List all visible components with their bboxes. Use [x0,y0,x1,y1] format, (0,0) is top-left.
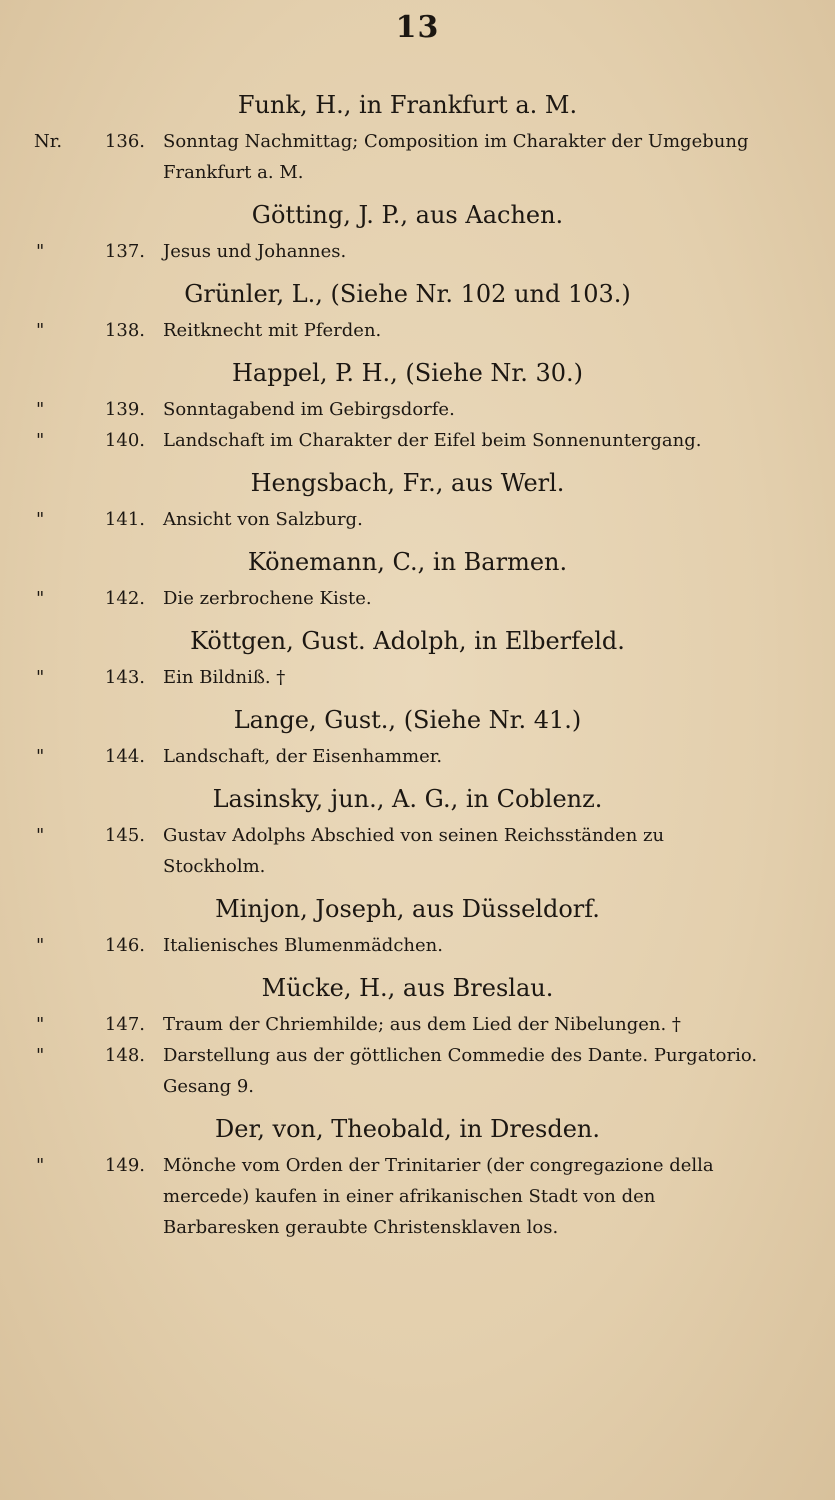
entry-title: Landschaft, der Eisenhammer. [163,746,443,767]
artist-heading: Funk, H., in Frankfurt a. M. [237,91,578,119]
entry-title: Sonntagabend im Gebirgsdorfe. [163,399,455,420]
entry-prefix: " [36,667,45,688]
artist-heading: Köttgen, Gust. Adolph, in Elberfeld. [190,627,625,655]
entry-prefix: " [36,241,45,262]
entry-title: Reitknecht mit Pferden. [163,320,382,341]
entry-title: Jesus und Johannes. [163,241,347,262]
entry-number: 140. [104,430,145,451]
entry-title: Sonntag Nachmittag; Composition im Charakter der Umgebung Frankfurt a. M. [163,131,749,183]
entry-prefix: " [36,825,45,846]
catalog-entry [0,504,835,535]
entry-number: 137. [104,241,145,262]
entry-title: Gustav Adolphs Abschied von seinen Reichsständen zu Stockholm. [163,825,665,877]
entry-title: Traum der Chriemhilde; aus dem Lied der Nibelungen. † [163,1014,681,1035]
catalog-entry [0,425,835,456]
catalog-entry [0,930,835,961]
artist-heading: Grünler, L., (Siehe Nr. 102 und 103.) [184,280,631,308]
artist-heading: Mücke, H., aus Breslau. [261,974,554,1002]
entry-number: 145. [104,825,145,846]
entry-prefix: " [36,1014,45,1035]
entry-title: Die zerbrochene Kiste. [163,588,372,609]
artist-heading: Lange, Gust., (Siehe Nr. 41.) [233,706,582,734]
catalog-entry [0,315,835,346]
artist-heading: Minjon, Joseph, aus Düsseldorf. [215,895,600,923]
entry-title: Ansicht von Salzburg. [163,509,363,530]
catalog-entry [0,741,835,772]
entry-number: 136. [104,131,145,152]
artist-heading: Hengsbach, Fr., aus Werl. [250,469,565,497]
artist-heading: Könemann, C., in Barmen. [247,548,568,576]
entry-prefix: " [36,509,45,530]
entry-number: 148. [104,1045,145,1066]
entry-number: 141. [104,509,145,530]
entry-number: 147. [104,1014,145,1035]
entry-title: Landschaft im Charakter der Eifel beim Sonnenuntergang. [163,430,702,451]
catalog-entry [0,1009,835,1040]
catalog-entry [0,236,835,267]
entry-prefix: " [36,399,45,420]
entry-prefix: " [36,588,45,609]
catalog-entry [0,820,835,882]
entry-prefix: " [36,1155,45,1176]
catalog-content [0,80,835,1243]
entry-number: 142. [104,588,145,609]
entry-number: 144. [104,746,145,767]
artist-heading: Happel, P. H., (Siehe Nr. 30.) [231,359,584,387]
page-number: 13 [395,10,440,45]
entry-prefix: " [36,320,45,341]
catalog-entry [0,583,835,614]
entry-title: Mönche vom Orden der Trinitarier (der congregazione della mercede) kaufen in einer afrikanischen Stadt von den Barbaresken geraubte Christensklaven los. [163,1155,714,1238]
entry-title: Darstellung aus der göttlichen Commedie des Dante. Purgatorio. Gesang 9. [163,1045,758,1097]
entry-number: 138. [104,320,145,341]
entry-number: 149. [104,1155,145,1176]
catalog-entry [0,662,835,693]
entry-prefix: " [36,430,45,451]
catalog-entry [0,394,835,425]
entry-number: 143. [104,667,145,688]
artist-heading: Götting, J. P., aus Aachen. [251,201,564,229]
artist-heading: Lasinsky, jun., A. G., in Coblenz. [212,785,603,813]
entry-prefix: " [36,746,45,767]
entry-title: Ein Bildniß. † [163,667,286,688]
catalog-entry [0,126,835,188]
entry-prefix: Nr. [34,131,63,152]
entry-prefix: " [36,1045,45,1066]
catalog-entry [0,1040,835,1102]
entry-number: 139. [104,399,145,420]
catalog-entry [0,1150,835,1243]
entry-title: Italienisches Blumenmädchen. [163,935,443,956]
entry-number: 146. [104,935,145,956]
artist-heading: Der, von, Theobald, in Dresden. [215,1115,600,1143]
entry-prefix: " [36,935,45,956]
